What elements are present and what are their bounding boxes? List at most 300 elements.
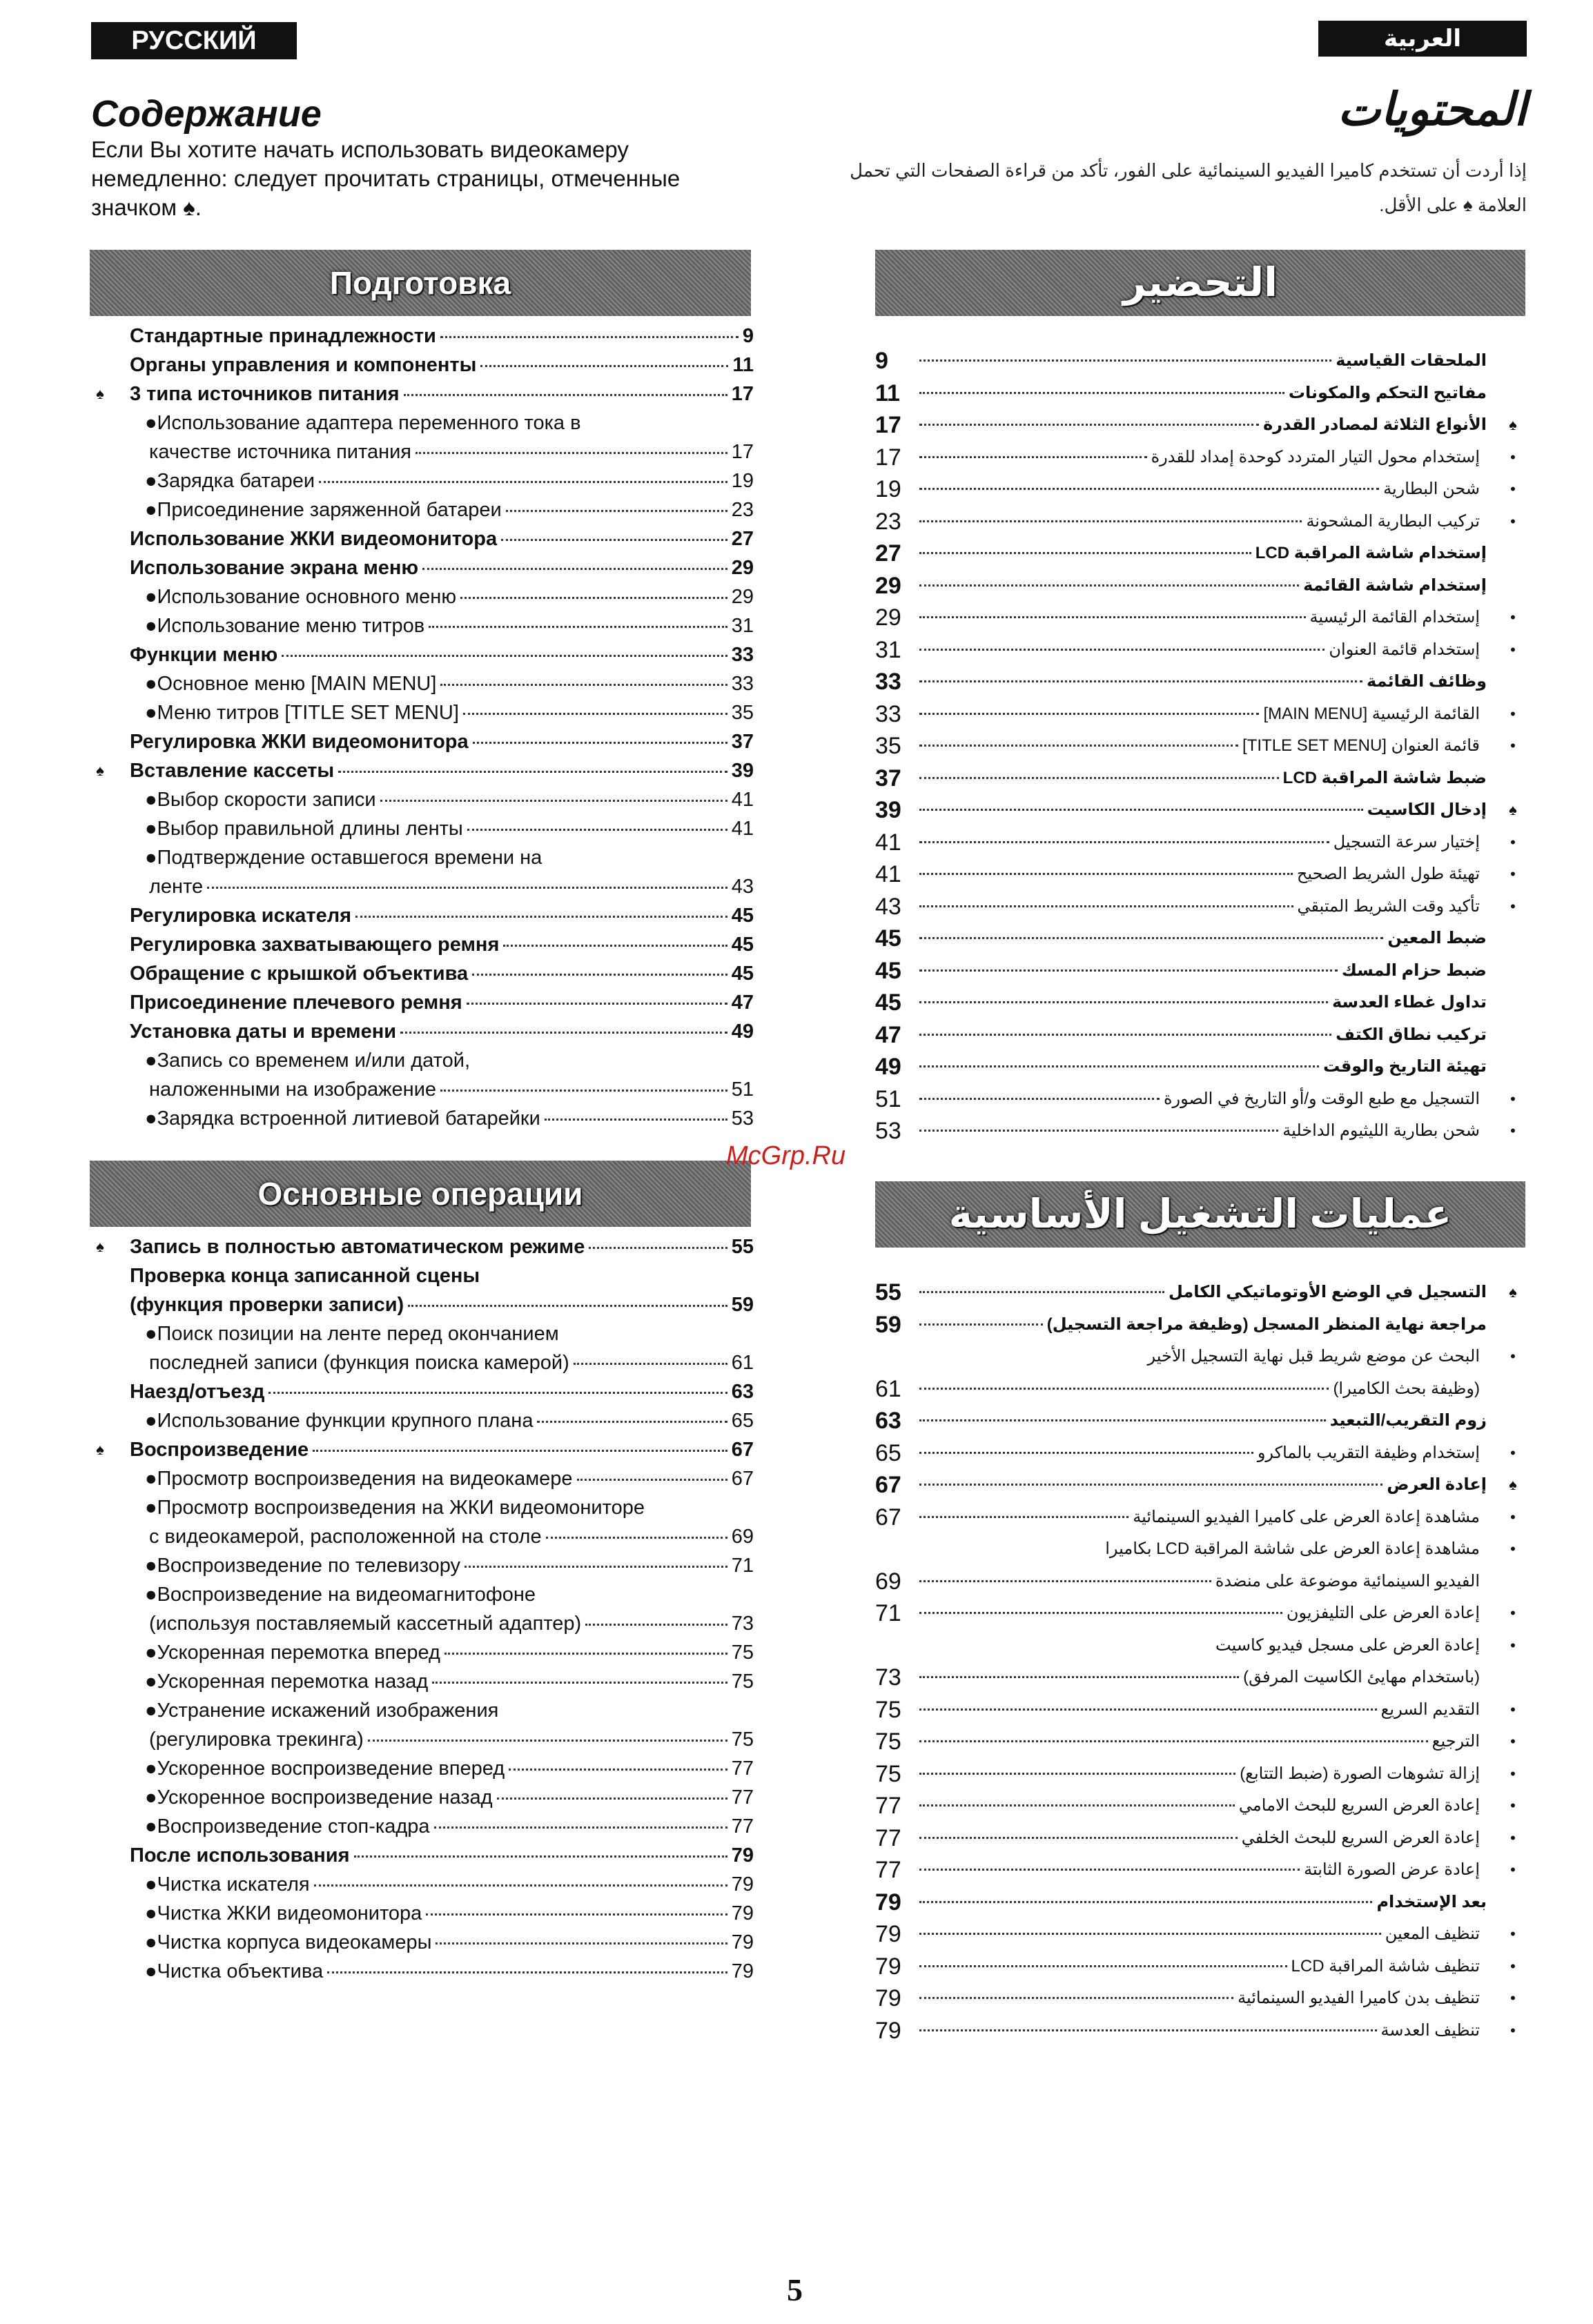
toc-page-number: 39: [731, 760, 754, 782]
toc-entry-title: ●Зарядка батареи: [145, 470, 315, 492]
leader-dots: [444, 1653, 727, 1655]
toc-page-number: 33: [731, 644, 754, 666]
toc-page-number: 63: [731, 1381, 754, 1403]
toc-entry: [91, 322, 754, 351]
toc-page-number: 31: [731, 615, 754, 637]
bullet-marker: •: [1510, 609, 1516, 626]
toc-page-number: 45: [731, 963, 754, 985]
leader-dots: [574, 1363, 727, 1365]
leader-dots: [919, 584, 1299, 587]
toc-entry-line: [130, 1435, 754, 1464]
toc-page-number: 55: [731, 1236, 754, 1258]
leader-dots: [919, 969, 1338, 972]
leader-dots: [919, 1098, 1160, 1100]
toc-entry: [91, 1725, 754, 1754]
toc-entry-title: الأنواع الثلاثة لمصادر القدرة: [1263, 415, 1487, 434]
toc-entry-title: قائمة العنوان [TITLE SET MENU]: [1242, 736, 1480, 755]
toc-entry-line: [145, 1551, 754, 1580]
toc-russian-basic-operations: [91, 1232, 754, 1986]
leader-dots: [919, 1676, 1239, 1678]
toc-entry-line: [915, 1115, 1480, 1148]
leader-dots: [380, 800, 727, 802]
toc-entry-line: [915, 1790, 1480, 1822]
toc-entry-line: [915, 698, 1480, 731]
toc-entry-line: [149, 1522, 754, 1551]
toc-page-number: 41: [875, 861, 901, 887]
spade-marker: ♠: [96, 385, 104, 402]
toc-page-number: 19: [875, 476, 901, 502]
toc-entry: [91, 466, 754, 495]
bullet-marker: •: [1510, 1636, 1516, 1654]
toc-entry-line: [915, 987, 1487, 1019]
toc-entry-title: 3 типа источников питания: [130, 383, 400, 405]
toc-page-number: 77: [731, 1757, 754, 1780]
toc-entry-title: ●Меню титров [TITLE SET MENU]: [145, 702, 459, 724]
toc-page-number: 11: [875, 380, 900, 406]
toc-entry: [91, 669, 754, 698]
leader-dots: [585, 1624, 727, 1626]
bullet-marker: •: [1510, 1861, 1516, 1878]
toc-entry-line: [130, 553, 754, 582]
toc-page-number: 67: [875, 1504, 901, 1530]
toc-entry-title: تأكيد وقت الشريط المتبقي: [1297, 896, 1480, 916]
toc-entry: [91, 1899, 754, 1928]
leader-dots: [313, 1450, 727, 1452]
toc-page-number: 31: [875, 636, 901, 663]
toc-entry-title: إعادة العرض على التليفزيون: [1286, 1604, 1480, 1622]
toc-page-number: 35: [875, 733, 901, 759]
toc-entry: [875, 1469, 1527, 1501]
toc-entry-line: [915, 1501, 1480, 1534]
toc-entry-line: [915, 473, 1480, 506]
toc-entry: [875, 1051, 1527, 1083]
toc-entry-title: Обращение с крышкой объектива: [130, 963, 469, 985]
bullet-marker: •: [1510, 512, 1516, 530]
leader-dots: [440, 684, 727, 686]
watermark: McGrp.Ru: [726, 1141, 846, 1170]
toc-entry: [91, 1841, 754, 1870]
bullet-marker: •: [1510, 1957, 1516, 1975]
toc-entry-title: إعادة عرض الصورة الثابتة: [1304, 1860, 1480, 1879]
toc-entry-title: مشاهدة إعادة العرض على كاميرا الفيديو السينمائية: [1133, 1507, 1480, 1526]
leader-dots: [919, 937, 1383, 939]
toc-entry: [875, 1373, 1527, 1406]
toc-entry-title: Запись в полностью автоматическом режиме: [130, 1236, 585, 1258]
leader-dots: [919, 1965, 1287, 1967]
leader-dots: [919, 1291, 1164, 1293]
toc-page-number: 79: [731, 1902, 754, 1924]
leader-dots: [537, 1421, 727, 1423]
leader-dots: [919, 1516, 1128, 1518]
leader-dots: [919, 1740, 1428, 1742]
toc-entry: [91, 1870, 754, 1899]
toc-entry: [91, 814, 754, 843]
toc-entry-line: [145, 1638, 754, 1667]
toc-entry: [875, 1854, 1527, 1887]
toc-entry-title: مراجعة نهاية المنظر المسجل (وظيفة مراجعة التسجيل): [1046, 1314, 1487, 1334]
toc-entry-title: تنظيف المعين: [1385, 1924, 1480, 1943]
toc-entry-line: [145, 814, 754, 843]
toc-entry-line: [145, 1783, 754, 1812]
toc-entry-line: [915, 1083, 1480, 1116]
toc-entry-title: وظائف القائمة: [1367, 672, 1487, 691]
leader-dots: [919, 905, 1293, 907]
leader-dots: [460, 597, 727, 599]
toc-entry-line: [130, 901, 754, 930]
toc-entry: [91, 640, 754, 669]
toc-page-number: 65: [731, 1410, 754, 1432]
toc-entry: [875, 1694, 1527, 1726]
toc-page-number: 67: [731, 1439, 754, 1461]
toc-entry-title: التقديم السريع: [1380, 1700, 1480, 1719]
toc-entry-title: ●Ускоренная перемотка назад: [145, 1671, 429, 1693]
leader-dots: [919, 392, 1284, 394]
toc-entry-title: تنظيف العدسة: [1380, 2020, 1480, 2040]
toc-entry-line: [915, 442, 1480, 474]
toc-entry: [91, 901, 754, 930]
toc-entry: [875, 377, 1527, 410]
toc-entry-title: البحث عن موضع شريط قبل نهاية التسجيل الأخير: [1147, 1347, 1480, 1366]
section-heading: Основные операции: [257, 1176, 583, 1212]
toc-entry-title: ●Устранение искажений изображения: [145, 1700, 499, 1722]
toc-entry-title: ●Запись со временем и/или датой,: [145, 1050, 470, 1072]
toc-entry-line: [130, 1261, 754, 1290]
toc-entry: [875, 538, 1527, 570]
toc-page-number: 69: [875, 1568, 901, 1595]
bullet-marker: •: [1510, 897, 1516, 915]
toc-entry: [91, 1261, 754, 1290]
toc-entry-line: [130, 959, 754, 988]
leader-dots: [919, 1580, 1211, 1582]
toc-entry-title: ●Использование основного меню: [145, 586, 457, 608]
toc-entry-line: [145, 1493, 754, 1522]
toc-entry-title: Функции меню: [130, 644, 278, 666]
toc-entry-title: شحن بطارية الليثيوم الداخلية: [1282, 1121, 1480, 1140]
toc-entry: [91, 1075, 754, 1104]
toc-entry-line: [149, 872, 754, 901]
toc-entry-title: ●Чистка объектива: [145, 1960, 324, 1982]
toc-russian-preparation: [91, 322, 754, 1133]
toc-entry-title: (وظيفة بحث الكاميرا): [1333, 1379, 1480, 1398]
spade-marker: ♠: [96, 1238, 104, 1255]
toc-entry: [875, 1083, 1527, 1116]
language-tag-russian: РУССКИЙ ЯЗЫК: [91, 22, 297, 59]
toc-entry-title: زوم التقريب/التبعيد: [1329, 1411, 1487, 1430]
toc-entry-line: [130, 380, 754, 408]
toc-page-number: 33: [875, 669, 901, 695]
toc-entry-title: наложенными на изображение: [149, 1079, 437, 1101]
bullet-marker: •: [1510, 1700, 1516, 1718]
toc-entry-line: [915, 1918, 1480, 1951]
toc-entry-title: Регулировка ЖКИ видеомонитора: [130, 731, 469, 753]
toc-page-number: 79: [731, 1960, 754, 1982]
toc-page-number: 51: [875, 1085, 901, 1112]
toc-entry: [91, 1609, 754, 1638]
toc-entry: [875, 1405, 1527, 1437]
toc-entry: [91, 1464, 754, 1493]
toc-entry: [875, 1630, 1527, 1662]
leader-dots: [919, 649, 1325, 651]
leader-dots: [422, 568, 727, 570]
toc-page-number: 47: [875, 1021, 901, 1048]
language-tag-arabic: العربية: [1318, 21, 1527, 57]
toc-entry-title: مفاتيح التحكم والمكونات: [1288, 383, 1487, 402]
toc-entry: [875, 473, 1527, 506]
toc-page-number: 79: [731, 1844, 754, 1867]
toc-entry-title: качестве источника питания: [149, 441, 411, 463]
toc-page-number: 73: [731, 1613, 754, 1635]
toc-page-number: 29: [875, 572, 901, 599]
bullet-marker: ♠: [1509, 801, 1517, 818]
toc-entry-line: [915, 506, 1480, 538]
toc-arabic-preparation: [875, 345, 1527, 1148]
toc-entry: [875, 1887, 1527, 1919]
toc-entry-line: [915, 794, 1487, 827]
bullet-marker: •: [1510, 1122, 1516, 1139]
leader-dots: [408, 1305, 727, 1307]
bullet-marker: •: [1510, 448, 1516, 466]
toc-entry: [91, 698, 754, 727]
toc-entry-line: [130, 727, 754, 756]
leader-dots: [919, 809, 1363, 811]
toc-entry-line: [915, 1437, 1480, 1470]
toc-entry: [875, 858, 1527, 891]
leader-dots: [919, 1997, 1233, 1999]
toc-entry-line: [915, 1726, 1480, 1758]
toc-page-number: 53: [875, 1118, 901, 1144]
toc-entry-line: [130, 1017, 754, 1046]
leader-dots: [919, 1419, 1326, 1421]
toc-page-number: 75: [875, 1729, 901, 1755]
leader-dots: [472, 974, 727, 976]
leader-dots: [282, 655, 727, 657]
toc-page-number: 77: [731, 1786, 754, 1809]
leader-dots: [440, 336, 739, 338]
bullet-marker: •: [1510, 1604, 1516, 1622]
toc-entry-line: [130, 1841, 754, 1870]
toc-entry-line: [915, 1373, 1480, 1406]
leader-dots: [919, 1452, 1253, 1454]
spade-marker: ♠: [96, 762, 104, 779]
toc-page-number: 77: [731, 1815, 754, 1838]
leader-dots: [467, 829, 727, 831]
toc-entry-title: ●Просмотр воспроизведения на видеокамере: [145, 1468, 573, 1490]
toc-entry-line: [915, 730, 1480, 762]
leader-dots: [473, 742, 727, 744]
leader-dots: [919, 1323, 1043, 1326]
toc-entry-title: تنظيف بدن كاميرا الفيديو السينمائية: [1238, 1989, 1480, 2007]
toc-entry-title: إعادة العرض السريع للبحث الامامي: [1238, 1796, 1480, 1815]
page-number: 5: [787, 2272, 803, 2307]
toc-entry: [875, 1758, 1527, 1791]
leader-dots: [919, 616, 1306, 618]
toc-page-number: 79: [875, 2017, 901, 2044]
leader-dots: [429, 626, 727, 628]
leader-dots: [919, 1612, 1282, 1614]
toc-entry-line: [915, 666, 1487, 698]
toc-page-number: 41: [875, 829, 901, 856]
toc-entry: [875, 2015, 1527, 2047]
toc-entry: [875, 634, 1527, 667]
toc-page-number: 77: [875, 1857, 901, 1883]
bullet-marker: •: [1510, 737, 1516, 754]
toc-entry-line: [130, 1377, 754, 1406]
toc-entry-line: [145, 495, 754, 524]
toc-entry: [875, 730, 1527, 762]
toc-entry-title: Регулировка искателя: [130, 905, 352, 927]
toc-page-number: 79: [731, 1873, 754, 1895]
bullet-marker: •: [1510, 865, 1516, 883]
toc-page-number: 79: [875, 1889, 901, 1916]
leader-dots: [400, 1032, 727, 1034]
toc-entry: [875, 1790, 1527, 1822]
leader-dots: [416, 452, 727, 454]
leader-dots: [480, 365, 728, 367]
toc-entry: [875, 698, 1527, 731]
toc-entry-title: Наезд/отъезд: [130, 1381, 265, 1403]
toc-entry-title: Вставление кассеты: [130, 760, 335, 782]
toc-entry: [91, 1319, 754, 1348]
page-title-arabic: المحتويات: [1338, 83, 1527, 135]
leader-dots: [314, 1884, 727, 1887]
toc-page-number: 41: [731, 789, 754, 811]
leader-dots: [465, 1566, 727, 1568]
toc-entry-line: [130, 930, 754, 959]
toc-entry: [875, 409, 1527, 442]
toc-entry: [875, 827, 1527, 859]
bullet-marker: •: [1510, 640, 1516, 658]
toc-entry-title: ●Использование адаптера переменного тока в: [145, 412, 581, 434]
toc-entry-line: [915, 1405, 1487, 1437]
toc-entry-title: مشاهدة إعادة العرض على شاشة المراقبة LCD بكاميرا: [1105, 1539, 1480, 1558]
page-title-russian: Содержание: [91, 93, 322, 135]
toc-entry-title: Установка даты и времени: [130, 1021, 397, 1043]
toc-entry: [91, 380, 754, 408]
toc-entry-title: القائمة الرئيسية [MAIN MENU]: [1263, 704, 1480, 723]
leader-dots: [919, 552, 1251, 554]
toc-entry-line: [915, 1694, 1480, 1726]
leader-dots: [207, 887, 727, 889]
bullet-marker: •: [1510, 1348, 1516, 1365]
toc-entry-line: [145, 1812, 754, 1841]
toc-entry-title: إختيار سرعة التسجيل: [1333, 832, 1480, 851]
toc-entry-line: [915, 602, 1480, 634]
toc-entry: [875, 506, 1527, 538]
leader-dots: [919, 873, 1293, 875]
toc-entry: [91, 1551, 754, 1580]
leader-dots: [589, 1247, 727, 1249]
intro-arabic: إذا أردت أن تستخدم كاميرا الفيديو السينمائية على الفور، تأكد من قراءة الصفحات التي تحمل العلامة ♠ على الأقل.: [850, 160, 1527, 215]
toc-entry: [91, 1928, 754, 1957]
toc-page-number: 29: [875, 604, 901, 631]
toc-entry-line: [915, 409, 1487, 442]
leader-dots: [368, 1740, 727, 1742]
toc-entry-title: ●Воспроизведение по телевизору: [145, 1555, 461, 1577]
leader-dots: [919, 1065, 1319, 1067]
toc-entry-title: التسجيل في الوضع الأوتوماتيكي الكامل: [1169, 1283, 1487, 1301]
leader-dots: [506, 510, 727, 512]
toc-entry-title: ضبط حزام المسك: [1341, 961, 1487, 980]
leader-dots: [919, 424, 1259, 426]
toc-page-number: 11: [732, 354, 754, 376]
toc-entry: [875, 442, 1527, 474]
leader-dots: [503, 945, 727, 947]
leader-dots: [919, 520, 1302, 522]
toc-entry: [875, 1019, 1527, 1052]
toc-entry-title: (باستخدام مهايئ الكاسيت المرفق): [1243, 1668, 1480, 1686]
toc-entry: [91, 1754, 754, 1783]
bullet-marker: •: [1510, 705, 1516, 722]
toc-entry-title: Использование ЖКИ видеомонитора: [130, 528, 498, 550]
toc-entry-line: [915, 1341, 1480, 1373]
toc-entry-line: [149, 1075, 754, 1104]
toc-entry: [91, 553, 754, 582]
toc-entry-title: تنظيف شاشة المراقبة LCD: [1291, 1956, 1480, 1976]
toc-entry: [91, 611, 754, 640]
toc-page-number: 47: [731, 992, 754, 1014]
toc-page-number: 79: [875, 1985, 901, 2011]
toc-page-number: 17: [875, 412, 901, 438]
toc-entry-title: ●Выбор правильной длины ленты: [145, 818, 463, 840]
leader-dots: [545, 1119, 727, 1121]
toc-entry-title: (регулировка трекинга): [149, 1729, 364, 1751]
toc-entry-line: [145, 1104, 754, 1133]
toc-entry-line: [145, 466, 754, 495]
toc-entry-title: ●Воспроизведение стоп-кадра: [145, 1815, 430, 1838]
toc-page-number: 79: [875, 1921, 901, 1947]
toc-page-number: 67: [731, 1468, 754, 1490]
bullet-marker: •: [1510, 1508, 1516, 1526]
leader-dots: [919, 1001, 1328, 1003]
toc-page-number: 59: [875, 1311, 901, 1338]
toc-entry-line: [915, 827, 1480, 859]
toc-entry-line: [915, 1533, 1480, 1566]
toc-entry-line: [915, 1469, 1487, 1501]
leader-dots: [919, 360, 1331, 362]
toc-entry: [91, 1580, 754, 1609]
toc-entry: [91, 727, 754, 756]
bullet-marker: •: [1510, 1444, 1516, 1461]
toc-page-number: 61: [731, 1352, 754, 1374]
toc-entry-line: [145, 669, 754, 698]
leader-dots: [919, 1837, 1238, 1839]
toc-entry-title: شحن البطارية: [1383, 480, 1480, 498]
toc-entry-line: [145, 1464, 754, 1493]
toc-page-number: 29: [731, 557, 754, 579]
toc-entry: [91, 1046, 754, 1075]
toc-entry: [91, 351, 754, 380]
toc-entry: [875, 1726, 1527, 1758]
toc-entry-title: ضبط المعين: [1387, 929, 1487, 947]
toc-entry: [875, 1533, 1527, 1566]
toc-entry-title: إعادة العرض السريع للبحث الخلفي: [1241, 1828, 1480, 1847]
toc-entry-line: [145, 408, 754, 437]
toc-entry-line: [915, 538, 1487, 570]
section-heading: عمليات التشغيل الأساسية: [948, 1192, 1452, 1237]
toc-entry-line: [915, 1019, 1487, 1052]
toc-entry-title: ●Чистка ЖКИ видеомонитора: [145, 1902, 422, 1924]
toc-entry: [875, 1341, 1527, 1373]
toc-entry: [91, 1104, 754, 1133]
toc-entry-title: إعادة العرض على مسجل فيديو كاسيت: [1215, 1635, 1480, 1655]
leader-dots: [919, 1933, 1381, 1935]
toc-entry: [91, 408, 754, 437]
toc-entry: [91, 843, 754, 872]
toc-page-number: 29: [731, 586, 754, 608]
leader-dots: [919, 1708, 1377, 1711]
leader-dots: [327, 1971, 727, 1973]
toc-entry-line: [145, 1870, 754, 1899]
